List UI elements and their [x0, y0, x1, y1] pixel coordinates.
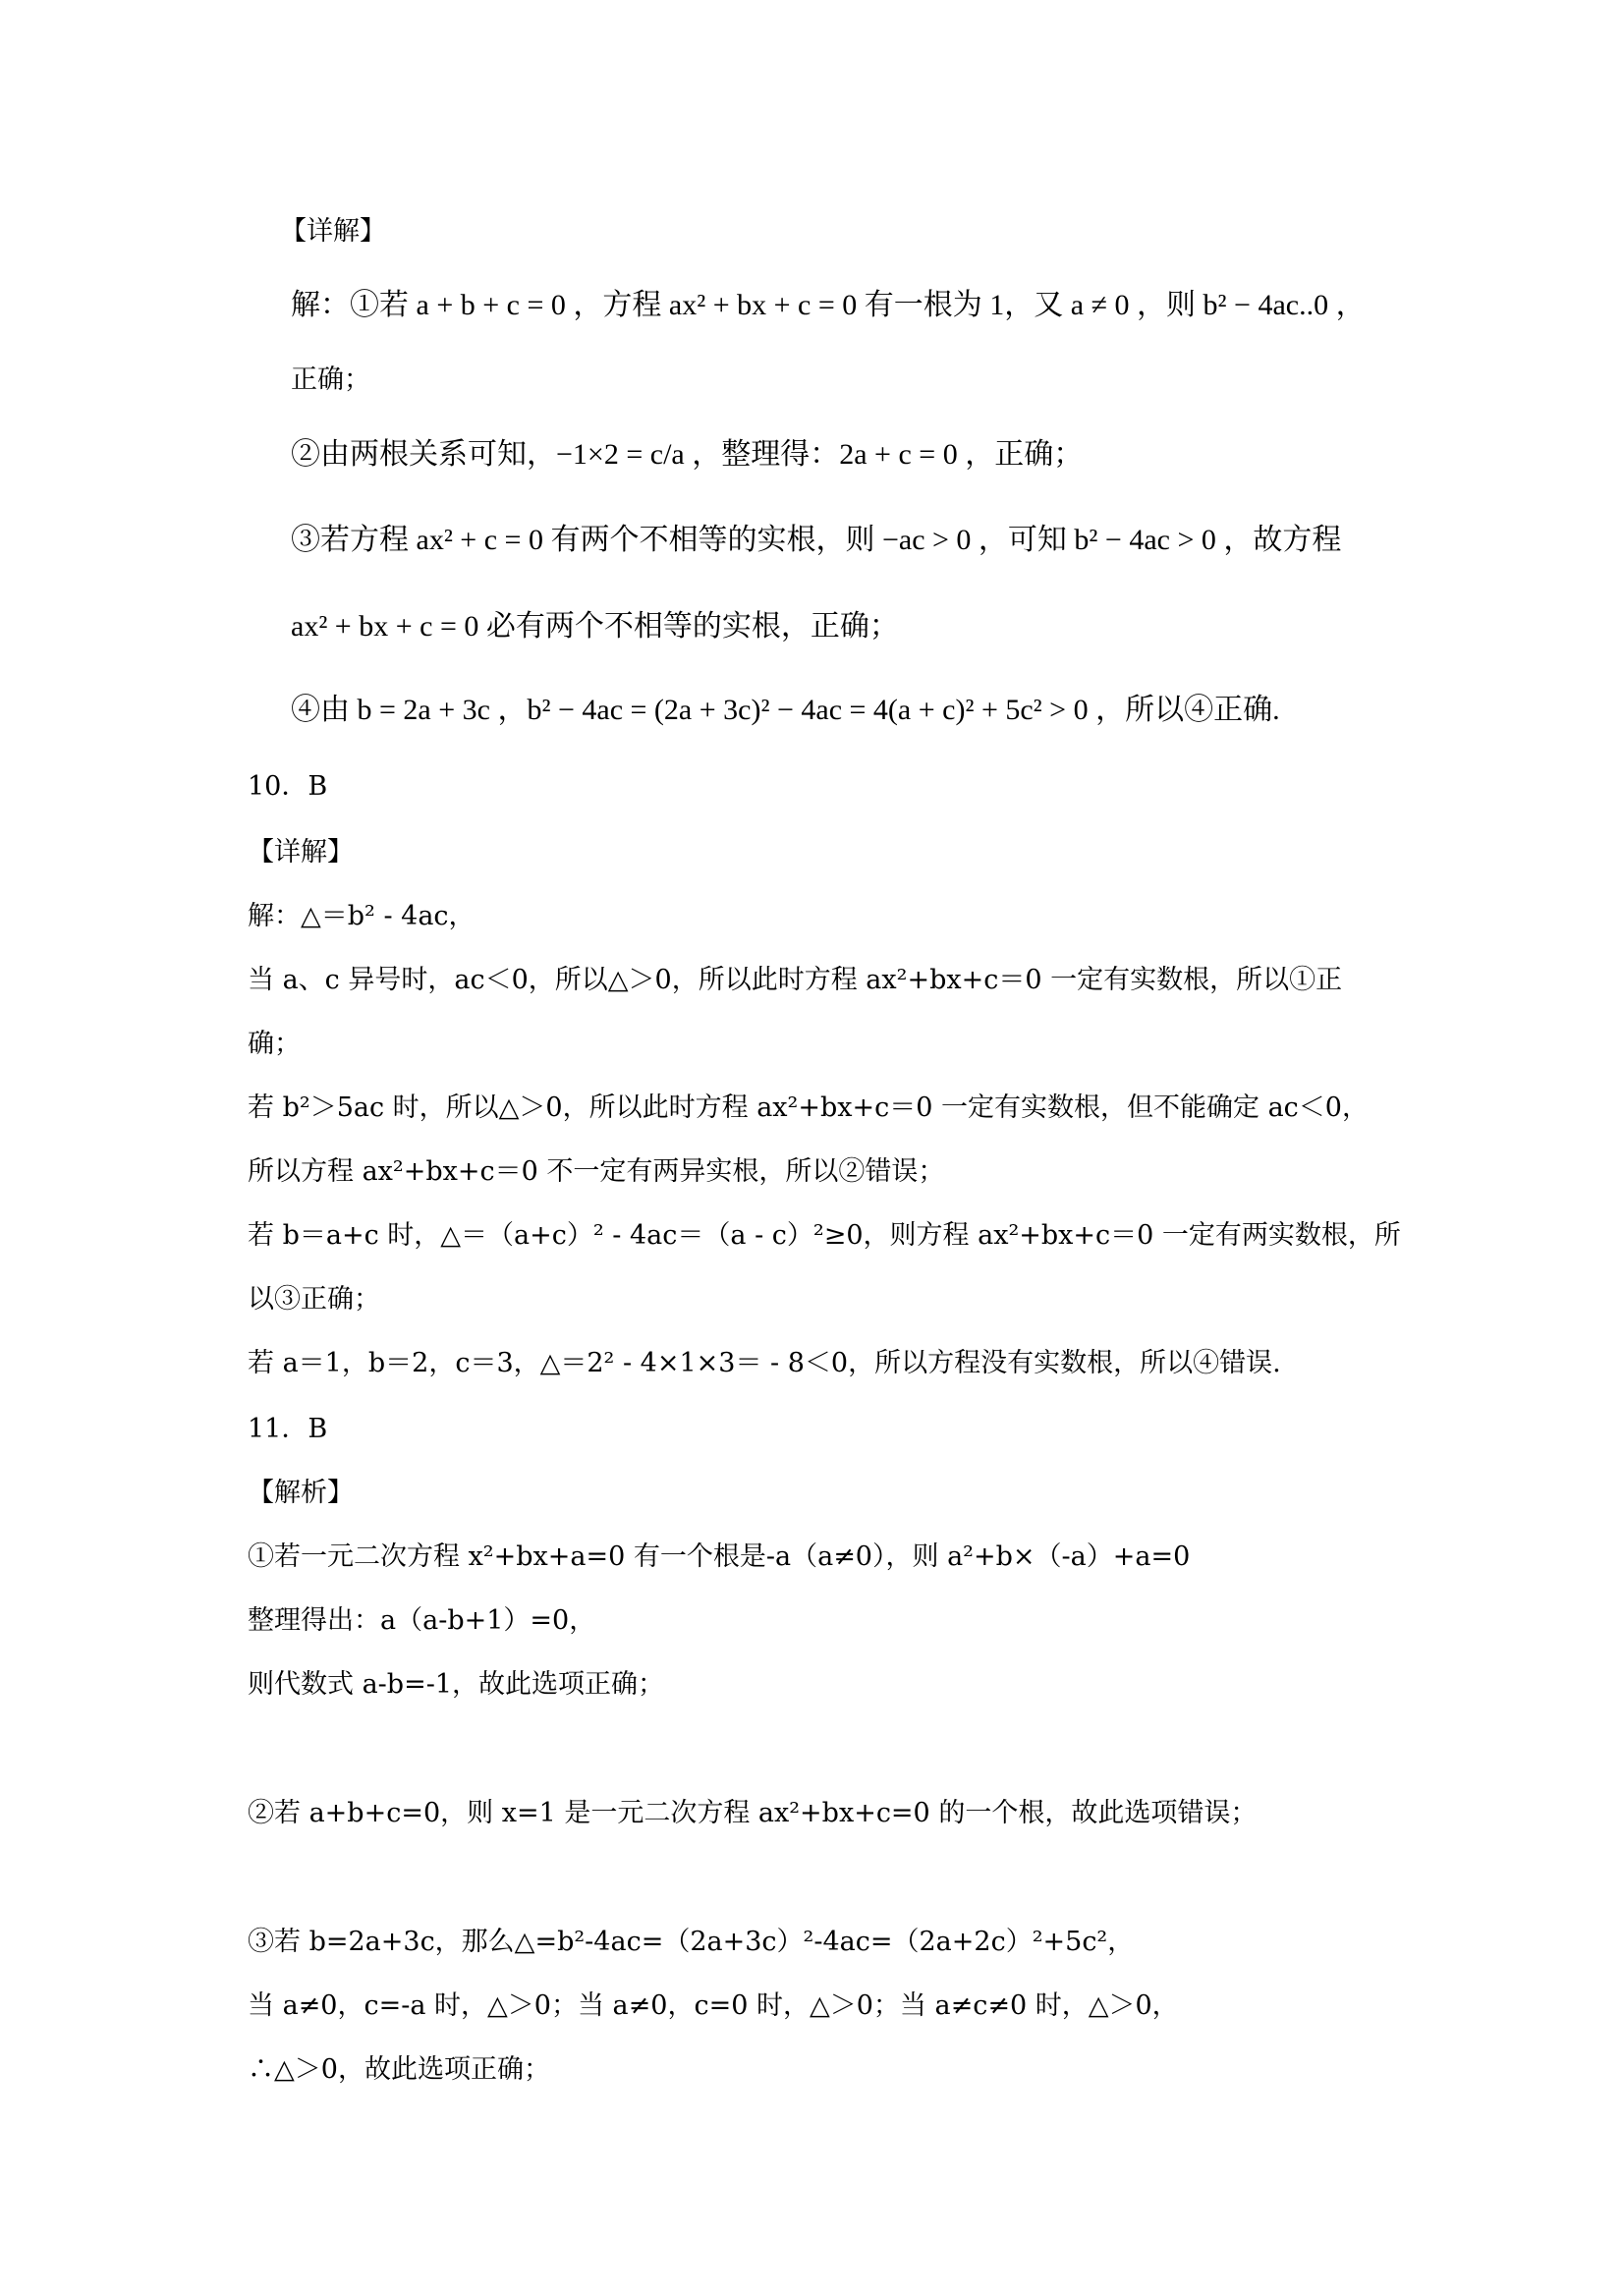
q10-line-7: 以③正确；: [248, 1284, 380, 1315]
q10-line-1: 解：△＝b² - 4ac，: [248, 901, 476, 931]
q9-solution-2: ②由两根关系可知，−1×2 = c/a ，整理得：2a + c = 0 ，正确；: [291, 438, 1084, 471]
q9-solution-3-cont: ax² + bx + c = 0 必有两个不相等的实根，正确；: [291, 610, 899, 643]
q9-solution-4: ④由 b = 2a + 3c ，b² − 4ac = (2a + 3c)² − 4ac = 4(a + c)² + 5c² > 0 ，所以④正确.: [291, 694, 1280, 726]
q9-solution-1: 解：①若 a + b + c = 0 ，方程 ax² + bx + c = 0 有一根为 1，又 a ≠ 0 ，则 b² − 4ac..0 ，: [291, 289, 1366, 321]
q9-heading: 【详解】: [280, 216, 386, 247]
q10-line-5: 所以方程 ax²+bx+c＝0 不一定有两异实根，所以②错误；: [248, 1156, 945, 1187]
q9-solution-1-cont: 正确；: [291, 364, 370, 395]
q11-answer: 11．B: [248, 1414, 328, 1444]
q11-line-1: ①若一元二次方程 x²+bx+a=0 有一个根是-a（a≠0），则 a²+b×（-a）+a=0: [248, 1541, 1191, 1572]
q11-line-3: 则代数式 a-b=-1，故此选项正确；: [248, 1669, 665, 1700]
q10-heading: 【详解】: [248, 837, 354, 868]
q11-line-7: ∴△＞0，故此选项正确；: [248, 2054, 550, 2085]
q9-solution-3: ③若方程 ax² + c = 0 有两个不相等的实根，则 −ac > 0 ，可知 b² − 4ac > 0 ，故方程: [291, 524, 1342, 556]
q11-line-4: ②若 a+b+c=0，则 x=1 是一元二次方程 ax²+bx+c=0 的一个根，故此选项错误；: [248, 1798, 1258, 1828]
q10-answer: 10．B: [248, 771, 328, 802]
q10-line-4: 若 b²＞5ac 时，所以△＞0，所以此时方程 ax²+bx+c＝0 一定有实数根，但不能确定 ac＜0，: [248, 1092, 1369, 1123]
q10-line-3: 确；: [248, 1029, 301, 1059]
q11-line-5: ③若 b=2a+3c，那么△=b²-4ac=（2a+3c）²-4ac=（2a+2c）²+5c²，: [248, 1927, 1135, 1957]
q10-line-8: 若 a＝1，b＝2，c＝3，△＝2² - 4×1×3＝ - 8＜0，所以方程没有实数根，所以④错误.: [248, 1348, 1281, 1378]
q11-line-6: 当 a≠0，c=-a 时，△＞0；当 a≠0，c=0 时，△＞0；当 a≠c≠0 时，△＞0，: [248, 1990, 1179, 2021]
q10-line-2: 当 a、c 异号时，ac＜0，所以△＞0，所以此时方程 ax²+bx+c＝0 一定有实数根，所以①正: [248, 965, 1343, 995]
q11-heading: 【解析】: [248, 1478, 354, 1508]
q10-line-6: 若 b＝a+c 时，△＝（a+c）² - 4ac＝（a - c）²≥0，则方程 ax²+bx+c＝0 一定有两实数根，所: [248, 1220, 1401, 1251]
q11-line-2: 整理得出：a（a-b+1）=0，: [248, 1605, 596, 1636]
